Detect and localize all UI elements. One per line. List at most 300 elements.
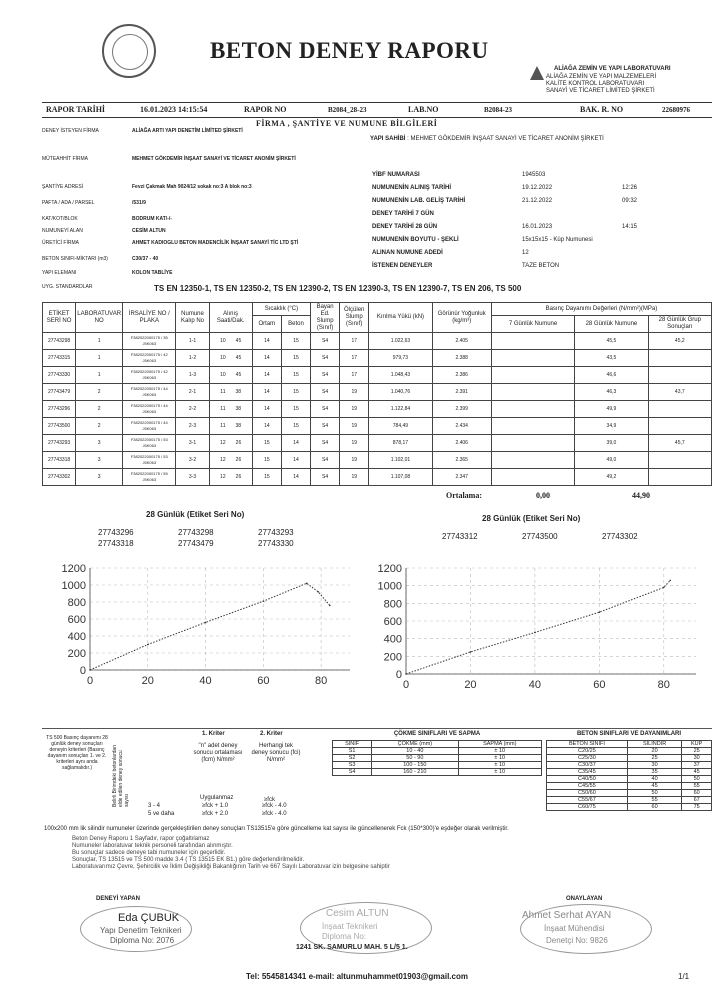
note-item: Sonuçlar, TS 13515 ve TS 500 madde 3.4 ( TS 13515 EK B1.) göre değerlendirilmelidir. — [72, 857, 305, 863]
table-row — [43, 367, 712, 384]
cokme-cell: ± 10 — [458, 762, 542, 769]
col-g28: 28 Günlük Numune — [575, 316, 648, 333]
cell-beton: 15 — [281, 367, 310, 384]
cell-lab: 1 — [76, 333, 123, 350]
cell-g28: 34,9 — [575, 418, 648, 435]
info-left-value: /531/9 — [132, 200, 146, 206]
sinif-cell: 50 — [627, 790, 681, 797]
cell-ortam: 15 — [252, 452, 281, 469]
cell-g7 — [491, 435, 574, 452]
cell-etiket: 27743302 — [43, 469, 76, 486]
info-right-label: İSTENEN DENEYLER — [372, 263, 433, 269]
sinif-cell: C55/67 — [547, 797, 628, 804]
cell-kalip: 1-2 — [176, 350, 209, 367]
info-right-value: 19.12.2022 — [522, 185, 553, 191]
kriter-row-1-k1: ≥fck + 1.0 — [202, 803, 229, 809]
cell-kalip: 2-2 — [176, 401, 209, 418]
info-left-value: TS EN 12350-1, TS EN 12350-2, TS EN 12390-2, TS EN 12390-3, TS EN 12390-7, TS EN 206, TS 500 — [154, 284, 522, 293]
cell-saat: 10 45 — [209, 333, 252, 350]
cokme-cell: S1 — [333, 748, 372, 755]
info-left-label: YAPI ELEMANI — [42, 270, 77, 276]
cell-irsaliye: F382022000175 / 53 J5K063 — [123, 452, 176, 469]
cell-saat: 10 45 — [209, 367, 252, 384]
chart-serial-label: 27743312 — [442, 532, 478, 541]
cokme-cell: 160 - 210 — [372, 769, 458, 776]
ortalama-28: 44,90 — [632, 491, 650, 500]
col-ortam: Ortam — [252, 316, 281, 333]
x-tick-label: 80 — [657, 679, 670, 691]
table-row — [43, 418, 712, 435]
fck-label: ≥fck — [264, 797, 275, 803]
report-header-bar: RAPOR TARİHİ 16.01.2023 14:15:54 RAPOR NO B2084_28-23 LAB.NO B2084-23 BAK. R. NO 22680976 — [42, 102, 712, 118]
sinif-row — [547, 790, 712, 797]
sinif-row — [547, 748, 712, 755]
x-tick-label: 0 — [86, 675, 94, 687]
series-line — [90, 583, 330, 670]
series-point — [534, 632, 536, 634]
table-row — [43, 350, 712, 367]
sinif-cell: 50 — [682, 776, 712, 783]
y-tick-label: 600 — [67, 614, 86, 626]
cell-g28: 49,0 — [575, 452, 648, 469]
info-left-value: ALİAĞA ARTI YAPI DENETİM LİMİTED ŞİRKETİ — [132, 128, 243, 134]
ortalama-label: Ortalama: — [446, 491, 482, 500]
signature-mid: Cesim ALTUN İnşaat Teknikeri Diploma No: — [296, 902, 436, 952]
note-item: Beton Deney Raporu 1 Sayfadır, rapor çoğaltılamaz — [72, 836, 210, 842]
col-etiket: ETİKET SERİ NO — [43, 303, 76, 333]
sinif-cell: 45 — [627, 783, 681, 790]
cell-beton: 15 — [281, 418, 310, 435]
info-right-label: NUMUNENİN ALINIŞ TARİHİ — [372, 185, 451, 191]
kriter-row-2-k1: ≥fck + 2.0 — [202, 811, 229, 817]
cell-etiket: 27743293 — [43, 435, 76, 452]
cell-slump: 19 — [340, 384, 369, 401]
cell-kalip: 1-1 — [176, 333, 209, 350]
chart-left-title: 28 Günlük (Etiket Seri No) — [146, 510, 245, 519]
sinif-cell: 30 — [682, 755, 712, 762]
sinif-cell: C35/45 — [547, 769, 628, 776]
cell-kalip: 3-2 — [176, 452, 209, 469]
sinif-cell: 75 — [682, 804, 712, 811]
cell-kalip: 3-1 — [176, 435, 209, 452]
x-tick-label: 40 — [528, 679, 542, 691]
cell-grup: 43,7 — [648, 384, 711, 401]
x-tick-label: 40 — [199, 675, 212, 687]
cell-yog: 2.388 — [432, 350, 491, 367]
cokme-row — [333, 762, 542, 769]
cell-ortam: 14 — [252, 350, 281, 367]
series-point — [89, 669, 91, 671]
cell-irsaliye: F382022000175 / 55 J5K063 — [123, 469, 176, 486]
cell-slump: 19 — [340, 469, 369, 486]
cell-yog: 2.434 — [432, 418, 491, 435]
col-lab: LABORATUVAR NO — [76, 303, 123, 333]
cell-yuk: 1.107,08 — [369, 469, 432, 486]
info-right-label: NUMUNENİN LAB. GELİŞ TARİHİ — [372, 198, 466, 204]
cell-lab: 1 — [76, 367, 123, 384]
cell-beton: 15 — [281, 333, 310, 350]
sinif-cell: C50/60 — [547, 790, 628, 797]
cokme-cell: S2 — [333, 755, 372, 762]
table-row — [43, 333, 712, 350]
col-slump-cls: Bayan Ed. Slump (Sınıf) — [311, 303, 340, 333]
cell-slump_cls: S4 — [311, 333, 340, 350]
info-right-value: 21.12.2022 — [522, 198, 553, 204]
note-item: Numuneler laboratuvar teknik personeli tarafından alınmıştır. — [72, 843, 233, 849]
sinif-cell: 60 — [682, 790, 712, 797]
cell-ortam: 14 — [252, 367, 281, 384]
cell-kalip: 1-3 — [176, 367, 209, 384]
info-right-value: TAZE BETON — [522, 263, 560, 269]
y-tick-label: 200 — [67, 648, 86, 660]
series-point — [317, 591, 319, 593]
cell-yuk: 878,17 — [369, 435, 432, 452]
cell-saat: 12 26 — [209, 435, 252, 452]
cell-g7 — [491, 469, 574, 486]
cokme-row — [333, 755, 542, 762]
x-tick-label: 60 — [593, 679, 606, 691]
chart-left-serials — [98, 528, 358, 550]
table-row — [43, 384, 712, 401]
y-tick-label: 0 — [79, 665, 86, 677]
info-left-label: ÜRETİCİ FİRMA — [42, 240, 79, 246]
kriter-row-2-n: 5 ve daha — [148, 811, 175, 817]
cell-irsaliye: F382022000175 / 53 J5K063 — [123, 435, 176, 452]
chart-left — [38, 510, 358, 690]
cell-g28: 49,9 — [575, 401, 648, 418]
y-tick-label: 200 — [383, 651, 402, 664]
cell-ortam: 14 — [252, 384, 281, 401]
cell-g7 — [491, 418, 574, 435]
cell-irsaliye: F382022000175 / 44 J5K063 — [123, 384, 176, 401]
cell-saat: 12 26 — [209, 469, 252, 486]
cell-kalip: 3-3 — [176, 469, 209, 486]
criteria-section — [42, 728, 712, 825]
cell-g7 — [491, 452, 574, 469]
cell-irsaliye: F382022000175 / 44 J5K063 — [123, 401, 176, 418]
cell-grup — [648, 367, 711, 384]
cell-g7 — [491, 333, 574, 350]
kriter-vertical: Belirli Birimdeki betonlardan elde edilen deney sonucu sayısı — [112, 745, 130, 807]
ortalama-7: 0,00 — [536, 491, 550, 500]
chart-serial-label: 27743293 — [258, 528, 294, 537]
info-right-extra: 14:15 — [622, 224, 638, 230]
series-point — [470, 651, 472, 653]
cell-irsaliye: F382022000175 / 35 J5K063 — [123, 333, 176, 350]
note-item: Laboratuvarımız Çevre, Şehircilik ve İklim Değişikliği Bakanlığının Tarih ve 667 Sayılı Laboratuvar izin belgesine sahiptir — [72, 864, 390, 870]
chart-serial-label: 27743298 — [178, 528, 214, 537]
cell-slump_cls: S4 — [311, 469, 340, 486]
cell-yuk: 1.048,43 — [369, 367, 432, 384]
page-number: 1/1 — [678, 972, 690, 981]
cell-grup — [648, 401, 711, 418]
cell-beton: 15 — [281, 401, 310, 418]
info-right — [372, 172, 702, 292]
series-point — [306, 583, 308, 585]
sinif-cell: 20 — [627, 748, 681, 755]
col-sicaklik: Sıcaklık (°C) — [252, 303, 310, 316]
cell-g28: 49,2 — [575, 469, 648, 486]
cell-kalip: 2-3 — [176, 418, 209, 435]
chart-right-serials — [442, 532, 702, 543]
col-basinc: Basınç Dayanımı Değerleri (N/mm²)(MPa) — [491, 303, 711, 316]
cell-slump: 19 — [340, 452, 369, 469]
cell-etiket: 27743296 — [43, 401, 76, 418]
cell-g7 — [491, 401, 574, 418]
cell-slump: 19 — [340, 401, 369, 418]
info-left-value: CESİM ALTUN — [132, 228, 166, 234]
cell-etiket: 27743500 — [43, 418, 76, 435]
sinif-cell: 30 — [627, 762, 681, 769]
notes-list — [72, 836, 692, 871]
cell-saat: 11 38 — [209, 384, 252, 401]
cell-etiket: 27743330 — [43, 367, 76, 384]
y-tick-label: 0 — [395, 669, 402, 681]
cell-saat: 11 38 — [209, 401, 252, 418]
cell-yog: 2.406 — [432, 435, 491, 452]
info-left-label: UYG. STANDARDLAR — [42, 284, 93, 290]
cell-etiket: 27743479 — [43, 384, 76, 401]
cell-g7 — [491, 350, 574, 367]
cell-slump: 19 — [340, 435, 369, 452]
cell-ortam: 15 — [252, 469, 281, 486]
kriter2-label: 2. Kriter — [260, 731, 283, 737]
cell-yuk: 1.040,76 — [369, 384, 432, 401]
cell-g28: 46,3 — [575, 384, 648, 401]
cell-slump_cls: S4 — [311, 401, 340, 418]
cokme-cell: S4 — [333, 769, 372, 776]
cell-yuk: 1.122,84 — [369, 401, 432, 418]
col-irsaliye: İRSALİYE NO / PLAKA — [123, 303, 176, 333]
cell-lab: 3 — [76, 452, 123, 469]
cell-slump_cls: S4 — [311, 435, 340, 452]
deneyi-yapan-label: DENEYİ YAPAN — [96, 896, 140, 902]
info-right-label: DENEY TARİHİ 7 GÜN — [372, 211, 434, 217]
cell-etiket: 27743298 — [43, 333, 76, 350]
cokme-row — [333, 769, 542, 776]
y-tick-label: 800 — [67, 597, 86, 609]
sinif-row — [547, 769, 712, 776]
signature-left: Eda ÇUBUK Yapı Denetim Teknikeri Diploma No: 2076 — [70, 906, 210, 956]
cell-grup — [648, 452, 711, 469]
cell-lab: 1 — [76, 350, 123, 367]
sinif-cell: C40/50 — [547, 776, 628, 783]
lab-logo-icon — [530, 66, 544, 80]
chart-right-plot — [366, 560, 706, 694]
section-title: FİRMA , ŞANTİYE VE NUMUNE BİLGİLERİ — [256, 119, 438, 128]
cell-saat: 10 45 — [209, 350, 252, 367]
cell-beton: 15 — [281, 384, 310, 401]
cell-slump_cls: S4 — [311, 367, 340, 384]
sinif-row — [547, 804, 712, 811]
sinif-cell: 37 — [682, 762, 712, 769]
chart-right — [366, 514, 706, 694]
table-row — [43, 435, 712, 452]
sinif-cell: C25/30 — [547, 755, 628, 762]
cell-lab: 3 — [76, 469, 123, 486]
cokme-cell: S3 — [333, 762, 372, 769]
chart-serial-label: 27743302 — [602, 532, 638, 541]
cell-yog: 2.399 — [432, 401, 491, 418]
table-row — [43, 469, 712, 486]
info-left-label: DENEY İSTEYEN FİRMA — [42, 128, 99, 134]
y-tick-label: 1000 — [377, 580, 402, 593]
beton-sinif-table: BETON SINIFLARI VE DAYANIMLARI BETON SINIFI SİLİNDİR KÜP C20/25 20 25 C25/30 25 30 C30/37 30 37 C35/45 35 45 C40/50 40 50 C45/55 45 55 C50/60 50 60 C55/67 55 67 C60/75 60 75 — [546, 729, 712, 811]
info-right-value: 15x15x15 - Küp Numunesi — [522, 237, 593, 243]
cell-slump: 19 — [340, 418, 369, 435]
cell-etiket: 27743315 — [43, 350, 76, 367]
cell-slump: 17 — [340, 333, 369, 350]
cell-grup: 45,2 — [648, 333, 711, 350]
series-point — [205, 622, 207, 624]
x-tick-label: 0 — [402, 679, 410, 691]
cokme-cell: 10 - 40 — [372, 748, 458, 755]
cell-yog: 2.405 — [432, 333, 491, 350]
onaylayan-label: ONAYLAYAN — [566, 896, 603, 902]
cell-saat: 11 38 — [209, 418, 252, 435]
sinif-cell: 45 — [682, 769, 712, 776]
info-left-label: KAT/KOT/BLOK — [42, 216, 78, 222]
cell-ortam: 15 — [252, 435, 281, 452]
cell-lab: 2 — [76, 401, 123, 418]
y-tick-label: 1000 — [61, 580, 86, 592]
test-results-table — [42, 302, 712, 500]
sinif-cell: C20/25 — [547, 748, 628, 755]
series-point — [669, 580, 671, 582]
cell-irsaliye: F382022000175 / 42 J5K063 — [123, 367, 176, 384]
cell-ortam: 14 — [252, 333, 281, 350]
info-left-value: BODRUM KAT/-/- — [132, 216, 172, 222]
contact: Tel: 5545814341 e-mail: altunmuhammet01903@gmail.com — [246, 972, 468, 981]
cell-grup: 45,7 — [648, 435, 711, 452]
info-left-value: Fevzi Çakmak Mah 9024/12 sokak no:3 A blok no:3 — [132, 184, 252, 190]
cell-yuk: 784,49 — [369, 418, 432, 435]
series-line — [406, 580, 670, 674]
y-tick-label: 600 — [383, 616, 402, 628]
cell-irsaliye: F382022000175 / 42 J5K063 — [123, 350, 176, 367]
cell-lab: 3 — [76, 435, 123, 452]
info-left-value: AHMET KADIOGLU BETON MADENCİLİK İNŞAAT SANAYİ TİC LTD ŞTİ — [132, 240, 299, 246]
series-point — [405, 673, 407, 675]
sinif-cell: 67 — [682, 797, 712, 804]
series-point — [147, 644, 149, 646]
kriter2-desc: Herhangi tek deney sonucu (fci) N/mm² — [251, 743, 301, 763]
cell-kalip: 2-1 — [176, 384, 209, 401]
cokme-row — [333, 748, 542, 755]
y-tick-label: 1200 — [377, 563, 402, 575]
cell-grup — [648, 469, 711, 486]
cell-beton: 15 — [281, 350, 310, 367]
kriter1-label: 1. Kriter — [202, 731, 225, 737]
sinif-row — [547, 762, 712, 769]
chart-serial-label: 27743500 — [522, 532, 558, 541]
cell-slump_cls: S4 — [311, 350, 340, 367]
signature-right: Ahmet Serhat AYAN İnşaat Mühendisi Denetçi No: 9826 — [510, 904, 670, 954]
report-title: BETON DENEY RAPORU — [210, 38, 489, 63]
cell-slump: 17 — [340, 367, 369, 384]
cokme-cell: 100 - 150 — [372, 762, 458, 769]
sinif-cell: 35 — [627, 769, 681, 776]
main-note: 100x200 mm lik silindir numuneler üzerinde gerçekleştirilen deney sonuçları TS13515'e göre güncelleme kat sayısı ile güncellenerek Fck (150*300)'e eşdeğer olarak verilmiştir. — [44, 826, 509, 832]
table-row — [43, 452, 712, 469]
sinif-cell: C45/55 — [547, 783, 628, 790]
cell-yuk: 979,73 — [369, 350, 432, 367]
info-right-value: 1945503 — [522, 172, 546, 178]
y-tick-label: 400 — [67, 631, 86, 643]
cell-irsaliye: F382022000175 / 44 J5K063 — [123, 418, 176, 435]
col-beton: Beton — [281, 316, 310, 333]
cokme-cell: ± 10 — [458, 748, 542, 755]
chart-serial-label: 27743296 — [98, 528, 134, 537]
cell-ortam: 14 — [252, 418, 281, 435]
cell-yog: 2.365 — [432, 452, 491, 469]
col-grup: 28 Günlük Grup Sonuçları — [648, 316, 711, 333]
chart-right-title: 28 Günlük (Etiket Seri No) — [482, 514, 581, 523]
cell-g28: 39,0 — [575, 435, 648, 452]
sinif-cell: C30/37 — [547, 762, 628, 769]
cell-beton: 14 — [281, 469, 310, 486]
cell-slump_cls: S4 — [311, 418, 340, 435]
sinif-row — [547, 797, 712, 804]
series-point — [599, 611, 601, 613]
sinif-cell: 25 — [627, 755, 681, 762]
cell-beton: 14 — [281, 452, 310, 469]
chart-serial-label: 27743330 — [258, 539, 294, 548]
cell-slump: 17 — [340, 350, 369, 367]
note-item: Bu sonuçlar sadece deneye tabi numuneler için geçerlidir. — [72, 850, 226, 856]
cell-yuk: 1.022,63 — [369, 333, 432, 350]
info-right-label: DENEY TARİHİ 28 GÜN — [372, 224, 438, 230]
sinif-cell: 55 — [682, 783, 712, 790]
info-right-label: ALINAN NUMUNE ADEDİ — [372, 250, 443, 256]
cell-lab: 2 — [76, 418, 123, 435]
sinif-row — [547, 755, 712, 762]
chart-left-plot — [38, 560, 358, 690]
kriter-row-1-n: 3 - 4 — [148, 803, 161, 809]
info-right-value: 12 — [522, 250, 529, 256]
info-left-value: C30/37 - 40 — [132, 256, 159, 262]
info-right-extra: 09:32 — [622, 198, 638, 204]
x-tick-label: 60 — [257, 675, 270, 687]
sinif-cell: 40 — [627, 776, 681, 783]
lab-logo: ALİAĞA ZEMİN VE YAPI LABORATUVARI ALİAĞA ZEMİN VE YAPI MALZEMELERİ KALİTE KONTROL LABORATUVARI SANAYİ VE TİCARET LİMİTED ŞİRKETİ — [530, 62, 710, 102]
info-right-extra: 12:26 — [622, 185, 638, 191]
kriter-left-text: TS 500 Basınç dayanımı 28 günlük deney sonuçları deneyin kriterleri (Basınç dayanım sonuçları 1. ve 2. kriterleri aynı anda sağlamalıdır.) — [46, 735, 108, 771]
cell-slump_cls: S4 — [311, 384, 340, 401]
cell-g28: 45,5 — [575, 333, 648, 350]
cell-ortam: 14 — [252, 401, 281, 418]
sinif-cell: 25 — [682, 748, 712, 755]
cell-grup — [648, 350, 711, 367]
info-left-label: PAFTA / ADA / PARSEL — [42, 200, 95, 206]
cell-g28: 43,5 — [575, 350, 648, 367]
y-tick-label: 800 — [383, 598, 402, 611]
chart-serial-label: 27743318 — [98, 539, 134, 548]
cell-beton: 14 — [281, 435, 310, 452]
address: 1241 SK. SAMURLU MAH. 5 L/5 1. — [296, 944, 408, 951]
cell-saat: 12 26 — [209, 452, 252, 469]
cell-yog: 2.347 — [432, 469, 491, 486]
cokme-table: ÇÖKME SINIFLARI VE SAPMA SINIF ÇÖKME (mm) SAPMA (mm) S1 10 - 40 ± 10 S2 50 - 90 ± 10 S3 100 - 150 ± 10 S4 160 - 210 ± 10 — [332, 729, 542, 776]
kriter-row-1-k2: ≥fck - 4.0 — [262, 803, 287, 809]
sinif-cell: C60/75 — [547, 804, 628, 811]
y-tick-label: 1200 — [61, 563, 86, 575]
col-saat: Alınış Saati/Dak. — [209, 303, 252, 333]
info-left-value: KOLON TABLİYE — [132, 270, 173, 276]
col-kalip: Numune Kalıp No — [176, 303, 209, 333]
series-point — [329, 605, 331, 607]
sinif-row — [547, 776, 712, 783]
